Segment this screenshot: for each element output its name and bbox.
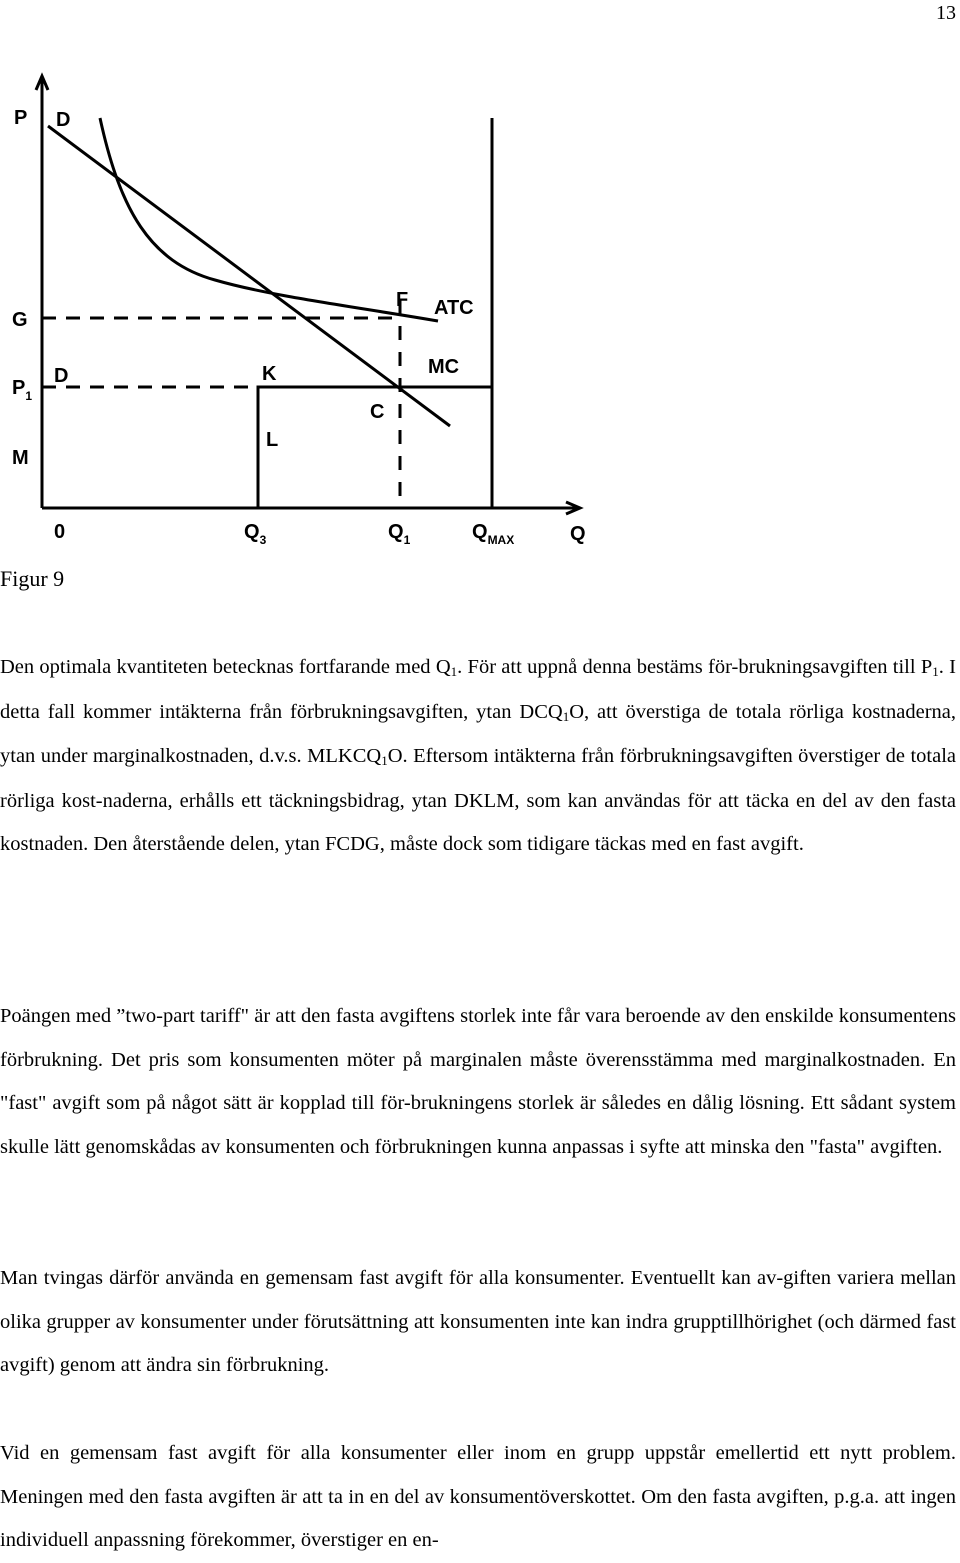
- paragraph-2: Poängen med ”two-part tariff" är att den fasta avgiftens storlek inte får vara beroende av den enskilde konsumentens förbrukning. Det pris som konsumenten möter på marginalen måste överensstämma med marginalkostnaden. En "fast" avgift som på något sätt är kopplad till för-brukningens storlek är således en dålig lösning. Ett sådant system skulle lätt genomskådas av konsumenten och förbrukningen kunna anpassas i syfte att minska den "fasta" avgiften.: [0, 1005, 956, 1158]
- label-q3: $Q_3$: [244, 521, 267, 547]
- figure-caption: Figur 9: [0, 566, 65, 591]
- label-qmax: $Q_{MAX}$: [472, 521, 515, 547]
- label-c: C: [370, 401, 385, 423]
- label-f: F: [396, 289, 409, 311]
- paragraph-4: Vid en gemensam fast avgift för alla konsumenter eller inom en grupp uppstår emellertid ett nytt problem. Meningen med den fasta avgiften är att ta in en del av konsumentöverskottet. Om den fasta avgiften, p.g.a. att ingen individuell anpassning förekommer, överstiger en en-: [0, 1442, 956, 1551]
- label-p: P: [14, 107, 28, 129]
- label-m: M: [12, 447, 29, 469]
- label-d-mid: D: [54, 365, 69, 387]
- label-q1: $Q_1$: [388, 521, 411, 547]
- page-number: 13: [936, 2, 956, 24]
- paragraph-1: Den optimala kvantiteten betecknas fortfarande med $Q_1$. För att uppnå denna bestäms för-brukningsavgiften till $P_1$. I detta fall kommer intäkterna från förbrukningsavgiften, ytan $DCQ_1O$, att överstiga de totala rörliga kostnaderna, ytan under marginalkostnaden, d.v.s. $MLKCQ_1O$. Eftersom intäkterna från förbrukningsavgiften överstiger de totala rörliga kost-naderna, erhålls ett täckningsbidrag, ytan DKLM, som kan användas för att täcka en del av den fasta kostnaden. Den återstående delen, ytan FCDG, måste dock som tidigare täckas med en fast avgift.: [0, 656, 957, 855]
- label-d-top: D: [56, 109, 71, 131]
- label-mc: MC: [428, 356, 460, 378]
- label-g: G: [12, 309, 28, 331]
- label-atc: ATC: [434, 297, 474, 319]
- label-q-axis: Q: [570, 523, 586, 545]
- demand-curve: [48, 126, 450, 426]
- label-origin: 0: [54, 521, 66, 543]
- label-l: L: [266, 429, 279, 451]
- economics-diagram: [0, 60, 640, 560]
- paragraph-3: Man tvingas därför använda en gemensam fast avgift för alla konsumenter. Eventuellt kan av-giften variera mellan olika grupper av konsumenter under förutsättning att konsumenten inte kan indra grupptillhörighet (och därmed fast avgift) genom att ändra sin förbrukning.: [0, 1267, 956, 1376]
- label-k: K: [262, 363, 277, 385]
- label-p1: $P_1$: [12, 377, 33, 403]
